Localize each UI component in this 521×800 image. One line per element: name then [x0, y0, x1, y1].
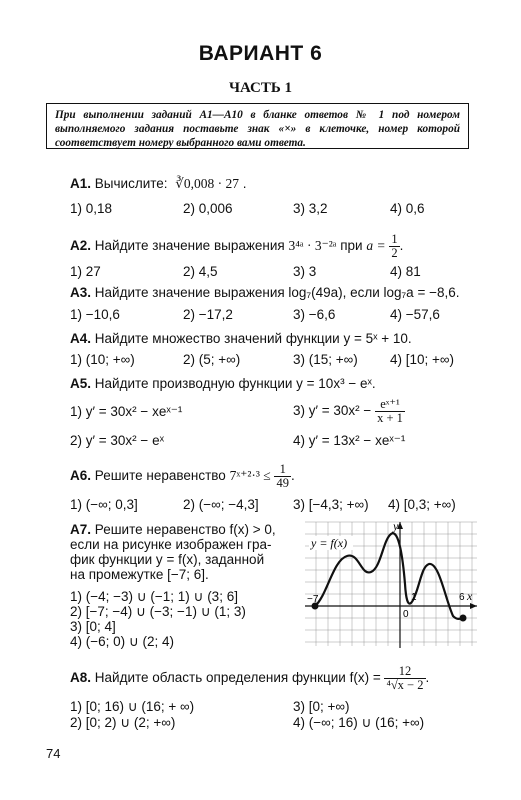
unit-label: 1 [411, 592, 417, 603]
answer-option: 3) [0; +∞) [293, 699, 350, 714]
fraction: $\frac{12}{\text{⁴√x − 2}}$ [386, 664, 424, 692]
answer-option: 4) −57,6 [390, 307, 440, 322]
function-graph [305, 520, 481, 648]
question-expression: 3⁴ᵃ · 3⁻²ᵃ [288, 238, 337, 254]
answer-option: 2) [0; 2) ∪ (2; +∞) [70, 715, 176, 730]
answer-option: 1) (−∞; 0,3] [70, 497, 138, 512]
question-text: если на рисунке изображен гра- [70, 537, 272, 552]
answer-option: 1) (10; +∞) [70, 352, 135, 367]
question-expression: ∛0,008 · 27 [175, 176, 240, 191]
answer-option: 3) [0; 4] [70, 619, 116, 634]
question-a7 [70, 522, 276, 537]
answer-option: 1) [0; 16) ∪ (16; + ∞) [70, 699, 195, 714]
answer-option: 1) 0,18 [70, 201, 113, 216]
answer-option: 2) (−∞; −4,3] [183, 497, 259, 512]
question-label: А1. [70, 176, 92, 191]
question-text: при [340, 238, 363, 254]
question-text: Найдите производную функции y = 10x³ − eˣ. [94, 376, 376, 391]
question-a5 [70, 376, 376, 391]
question-expression: 7ˣ⁺²·³ ≤ [229, 468, 271, 484]
answer-option: 4) y′ = 13x² − xeˣ⁻¹ [293, 433, 406, 448]
question-a2: А2. Найдите значение выражения 3⁴ᵃ · 3⁻²ᵃ при a = $\frac{1}{2}$ . [70, 232, 404, 260]
answer-option: 2) (5; +∞) [183, 352, 241, 367]
fraction: $\frac{\text{eˣ⁺¹}}{x + 1}$ [377, 397, 403, 425]
page-title: ВАРИАНТ 6 [198, 42, 323, 65]
answer-option: 4) [10; +∞) [390, 352, 455, 367]
answer-option: 1) (−4; −3) ∪ (−1; 1) ∪ (3; 6] [70, 589, 238, 604]
question-text: на промежутке [−7; 6]. [70, 567, 209, 582]
question-text: Найдите значение выражения log₇(49a), если log₇a = −8,6. [94, 285, 460, 300]
question-label: А8. [70, 670, 92, 686]
answer-option: 4) (−6; 0) ∪ (2; 4) [70, 634, 175, 649]
question-text: Решите неравенство f(x) > 0, [94, 522, 276, 537]
part-heading: ЧАСТЬ 1 [228, 80, 293, 96]
answer-option: 2) 0,006 [183, 201, 233, 216]
instruction-box: При выполнении заданий А1—А10 в бланке ответов № 1 под номером выполняемого задания поставьте знак «×» в клеточке, номер которой соответствует номеру выбранного вами ответа. [46, 103, 469, 149]
right-bound-label: 6 [459, 592, 465, 603]
function-label: y = f(x) [311, 536, 348, 550]
variable: a = [366, 238, 386, 254]
right-endpoint [460, 615, 467, 622]
answer-option: 4) [0,3; +∞) [388, 497, 456, 512]
answer-option: 2) −17,2 [183, 307, 233, 322]
origin-label: 0 [403, 609, 409, 620]
question-label: А7. [70, 522, 92, 537]
question-label: А6. [70, 468, 92, 484]
answer-option: 3) −6,6 [293, 307, 336, 322]
x-axis-arrow [470, 603, 477, 609]
answer-option: 4) 81 [390, 264, 421, 279]
answer-option: 3) y′ = 30x² − $\frac{\text{eˣ⁺¹}}{x + 1}$ [293, 397, 403, 425]
answer-option: 4) 0,6 [390, 201, 425, 216]
answer-option: 2) 4,5 [183, 264, 218, 279]
answer-option: 3) [−4,3; +∞) [293, 497, 369, 512]
answer-option: 1) y′ = 30x² − xeˣ⁻¹ [70, 404, 183, 419]
fraction: $\frac{1}{49}$ [276, 462, 289, 490]
question-a4 [70, 331, 412, 346]
question-a1: А1. Вычислите: ∛0,008 · 27 . [70, 176, 247, 191]
question-label: А5. [70, 376, 92, 391]
question-text: Найдите множество значений функции y = 5ˣ + 10. [94, 331, 412, 346]
page-number: 74 [46, 746, 61, 761]
answer-option: 3) (15; +∞) [293, 352, 358, 367]
answer-option: 2) [−7; −4) ∪ (−3; −1) ∪ (1; 3) [70, 604, 246, 619]
answer-option: 1) 27 [70, 264, 101, 279]
question-label: А4. [70, 331, 92, 346]
question-text: Найдите значение выражения [94, 238, 285, 254]
question-a8: А8. Найдите область определения функции f(x) = $\frac{12}{\text{⁴√x − 2}}$ . [70, 664, 430, 692]
answer-option: 3) 3 [293, 264, 317, 279]
fraction: $\frac{1}{2}$ [391, 232, 398, 260]
question-text: Вычислите: [94, 176, 168, 191]
question-text: Найдите область определения функции f(x) = [94, 670, 381, 686]
question-text: фик функции y = f(x), заданной [70, 552, 265, 567]
y-axis-label: y [393, 520, 399, 533]
question-label: А2. [70, 238, 92, 254]
question-label: А3. [70, 285, 92, 300]
question-a6: А6. Решите неравенство 7ˣ⁺²·³ ≤ $\frac{1}{49}$ . [70, 462, 295, 490]
question-text: Решите неравенство [94, 468, 226, 484]
left-bound-label: −7 [307, 594, 319, 605]
question-a3 [70, 285, 459, 300]
answer-option: 3) 3,2 [293, 201, 328, 216]
answer-option: 2) y′ = 30x² − eˣ [70, 433, 165, 448]
answer-option: 1) −10,6 [70, 307, 120, 322]
x-axis-label: x [467, 589, 473, 603]
answer-option: 4) (−∞; 16) ∪ (16; +∞) [293, 715, 425, 730]
